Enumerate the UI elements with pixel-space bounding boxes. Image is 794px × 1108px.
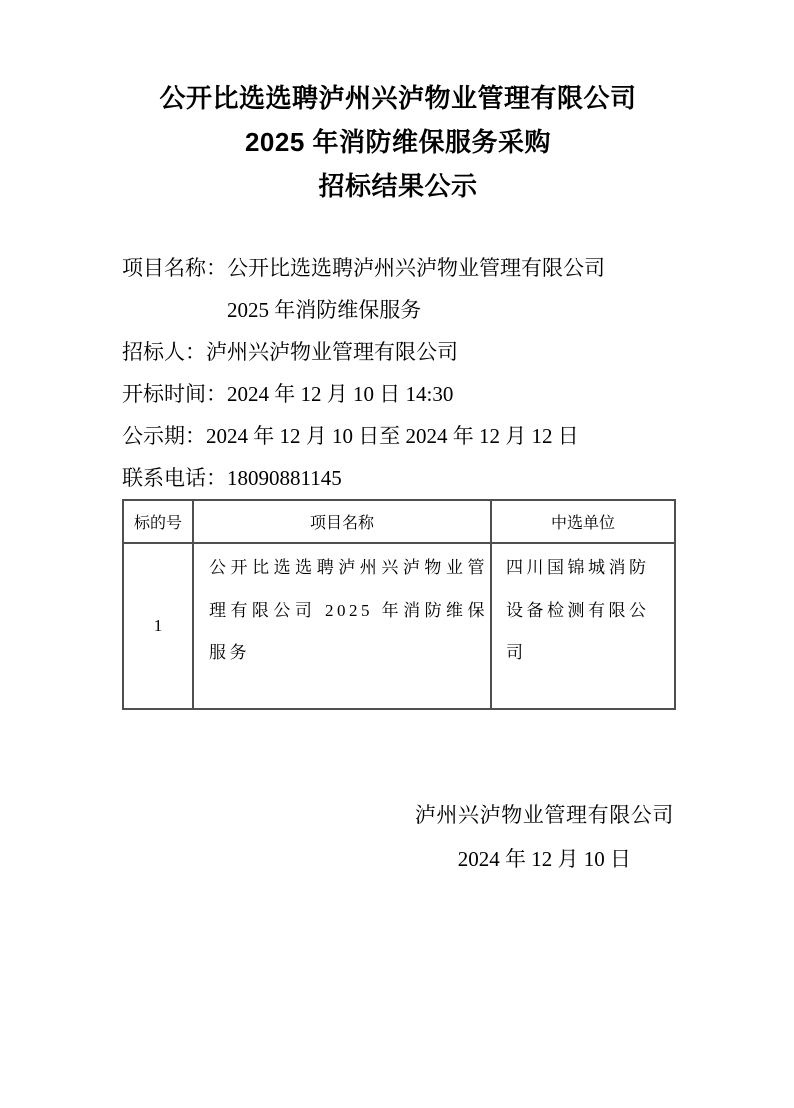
info-row-publicity-period — [122, 415, 674, 457]
signature-block — [415, 793, 674, 881]
title-line-3: 招标结果公示 — [318, 171, 478, 201]
project-info — [122, 247, 674, 499]
publicity-period-value: 2024 年 12 月 10 日至 2024 年 12 月 12 日 — [206, 424, 579, 448]
project-name-value: 公开比选选聘泸州兴泸物业管理有限公司 2025 年消防维保服务 — [227, 256, 605, 322]
header-project-name: 项目名称 — [193, 500, 491, 543]
contact-phone-label: 联系电话： — [122, 466, 227, 490]
document-body — [0, 76, 794, 881]
signature-company: 泸州兴泸物业管理有限公司 — [414, 803, 674, 827]
cell-winner: 四川国锦城消防设备检测有限公司 — [491, 543, 675, 709]
title-line-1: 公开比选选聘泸州兴泸物业管理有限公司 — [159, 83, 637, 113]
info-row-opening-time — [122, 373, 674, 415]
info-row-contact-phone — [122, 457, 674, 499]
result-table — [122, 499, 676, 710]
cell-bid-no: 1 — [123, 543, 193, 709]
header-winner: 中选单位 — [491, 500, 675, 543]
info-row-project-name — [122, 247, 674, 331]
cell-project-name: 公开比选选聘泸州兴泸物业管理有限公司 2025 年消防维保服务 — [193, 543, 491, 709]
signature-date: 2024 年 12 月 10 日 — [457, 847, 632, 871]
tenderer-label: 招标人： — [122, 340, 206, 364]
project-name-label: 项目名称： — [122, 256, 227, 280]
opening-time-label: 开标时间： — [122, 382, 227, 406]
document-title — [122, 76, 674, 208]
header-bid-no: 标的号 — [123, 500, 193, 543]
publicity-period-label: 公示期： — [122, 424, 206, 448]
contact-phone-value: 18090881145 — [227, 466, 342, 490]
tenderer-value: 泸州兴泸物业管理有限公司 — [206, 340, 458, 364]
result-table-body — [123, 543, 675, 709]
result-table-head — [123, 500, 675, 543]
info-row-tenderer — [122, 331, 674, 373]
title-line-2: 2025 年消防维保服务采购 — [244, 127, 552, 157]
opening-time-value: 2024 年 12 月 10 日 14:30 — [227, 382, 454, 406]
header-row — [123, 500, 675, 543]
table-row — [123, 543, 675, 709]
